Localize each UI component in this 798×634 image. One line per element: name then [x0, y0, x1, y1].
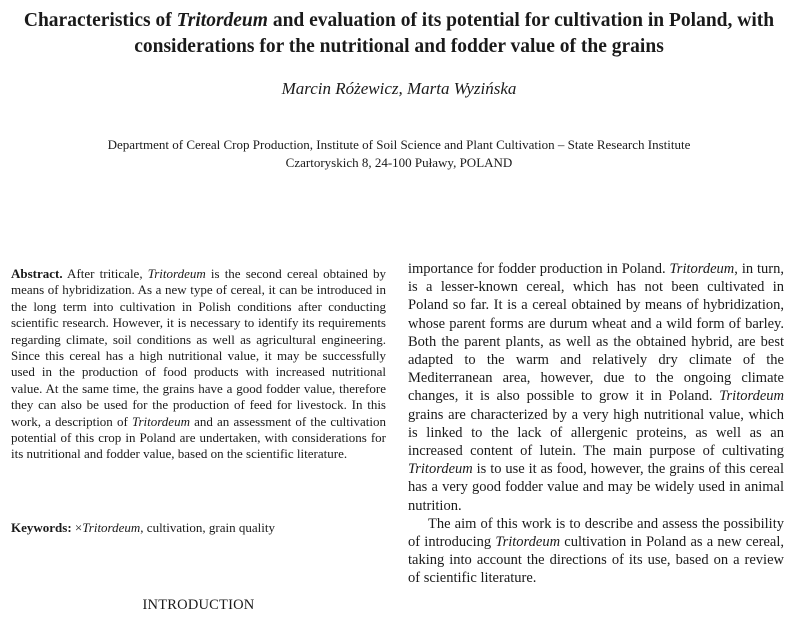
keywords-label: Keywords:: [11, 520, 72, 535]
body-italic: Tritordeum: [495, 534, 561, 551]
keywords-italic: Tritordeum: [82, 520, 141, 535]
body-italic: Tritordeum: [669, 261, 735, 277]
abstract: [11, 266, 386, 463]
abstract-italic-1: Tritordeum: [147, 266, 206, 281]
body-text: importance for fodder production in Poland.: [408, 261, 670, 277]
keywords-rest: , cultivation, grain quality: [140, 520, 275, 535]
body-paragraph-2: [408, 515, 784, 588]
abstract-label: Abstract.: [11, 266, 63, 281]
body-text: , in turn, is a lesser-known cereal, which has not been cultivated in Poland so far. It is a cereal obtained by means of hybridization, whose parent forms are durum wheat and a wild form of barley. Both the parent plants, as well as the obtained hybrid, are best adapted to the warm and relatively dry climate of the Mediterranean area, however, due to the ongoing climate changes, it is also possible to grow it in Poland.: [408, 261, 784, 405]
abstract-italic-2: Tritordeum: [131, 413, 190, 429]
abstract-text-1: After triticale,: [62, 266, 148, 281]
body-text: grains are characterized by a very high nutritional value, which is linked to the lack of allergenic proteins, as well as an increased content of lutein. The main purpose of cultivating: [408, 406, 784, 460]
body-text-right-column: [408, 260, 784, 588]
title-text-2: and evaluation of its potential for cultivation in Poland, with considerations for the nutritional and fodder value of the grains: [134, 10, 775, 57]
body-text: The aim of this work is to describe and assess the possibility of introducing: [408, 515, 784, 551]
body-italic: Tritordeum: [408, 461, 473, 478]
body-text: is to use it as food, however, the grains of this cereal has a very good fodder value and may be widely used in animal nutrition.: [408, 461, 784, 514]
body-italic: Tritordeum: [719, 388, 784, 405]
affiliation-line-2: Czartoryskich 8, 24-100 Puławy, POLAND: [285, 155, 513, 170]
authors: Marcin Różewicz, Marta Wyzińska: [281, 79, 517, 98]
abstract-text-2: is the second cereal obtained by means of hybridization. As a new type of cereal, it can be introduced in the long term into cultivation in Polish conditions after conducting scientific research. However, it is necessary to identify its requirements regarding climate, soil conditions as well as agricultural engineering. Since this cereal has a high nutritional value, it may be successfully used in the production of food products with increased nutritional value. At the same time, the grains have a good fodder value, therefore they can also be used for the production of feed for livestock. In this work, a description of: [11, 266, 386, 429]
keywords-prefix: ×: [71, 520, 83, 535]
title-text-1: Characteristics of: [23, 10, 177, 31]
paper-title: [10, 8, 788, 60]
keywords: [11, 519, 386, 537]
body-paragraph-1: [408, 260, 784, 515]
affiliation: [40, 136, 758, 172]
title-italic: Tritordeum: [176, 10, 268, 31]
abstract-text-3: and an assessment of the cultivation potential of this crop in Poland are undertaken, with considerations for its nutritional and fodder value, based on the scientific literature.: [11, 413, 386, 462]
affiliation-line-1: Department of Cereal Crop Production, Institute of Soil Science and Plant Cultivation – State Research Institute: [107, 137, 691, 152]
section-heading-introduction: INTRODUCTION: [142, 597, 255, 613]
body-text: cultivation in Poland as a new cereal, taking into account the directions of its use, based on a review of scientific literature.: [408, 534, 784, 587]
